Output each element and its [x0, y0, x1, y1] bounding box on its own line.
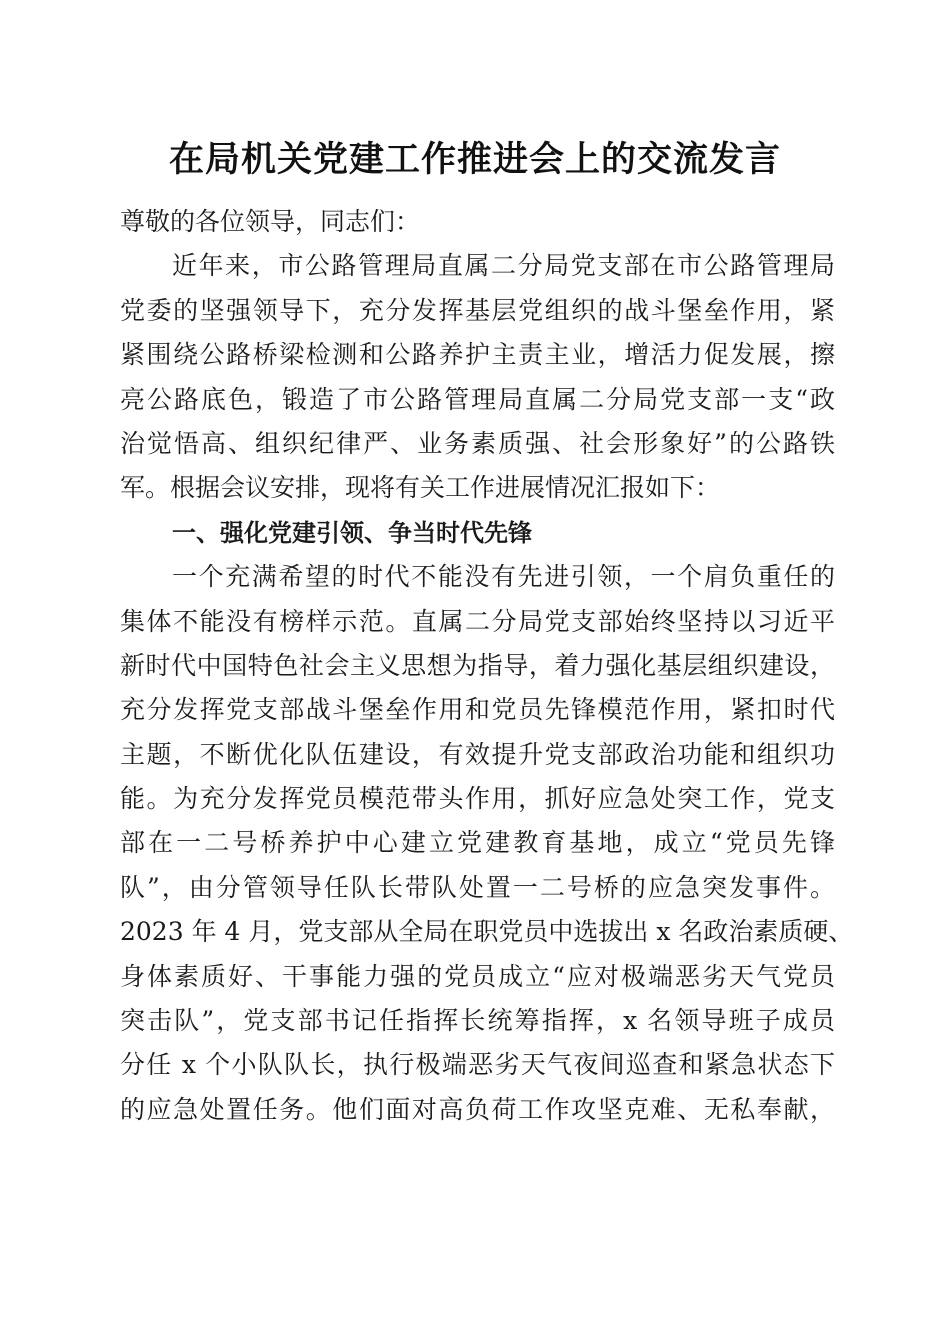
text-line: 近年来，市公路管理局直属二分局党支部在市公路管理局: [172, 251, 835, 281]
text-line: 亮公路底色，锻造了市公路管理局直属二分局党支部一支“政: [120, 384, 835, 414]
paragraph-section1: [120, 555, 854, 1132]
document-title: 在局机关党建工作推进会上的交流发言: [168, 139, 781, 180]
text-line: 突击队”，党支部书记任指挥长统筹指挥，x 名领导班子成员: [120, 1006, 835, 1036]
section-heading: 一、强化党建引领、争当时代先锋: [172, 518, 532, 547]
text-line: 军。根据会议安排，现将有关工作进展情况汇报如下：: [120, 473, 721, 503]
text-line: 分任 x 个小队队长，执行极端恶劣天气夜间巡查和紧急状态下: [120, 1050, 835, 1080]
document-body: [120, 200, 854, 1132]
text-line: 紧围绕公路桥梁检测和公路养护主责主业，增活力促发展，擦: [120, 340, 835, 370]
text-line: 党委的坚强领导下，充分发挥基层党组织的战斗堡垒作用，紧: [120, 295, 835, 325]
text-line: 新时代中国特色社会主义思想为指导，着力强化基层组织建设，: [120, 650, 835, 680]
text-line: 能。为充分发挥党员模范带头作用，抓好应急处突工作，党支: [120, 784, 835, 814]
text-line: 2023 年 4 月，党支部从全局在职党员中选拔出 x 名政治素质硬、: [120, 917, 854, 947]
text-line: 的应急处置任务。他们面对高负荷工作攻坚克难、无私奉献，: [120, 1094, 835, 1124]
salutation: 尊敬的各位领导，同志们：: [120, 207, 421, 236]
text-line: 部在一二号桥养护中心建立党建教育基地，成立“党员先锋: [120, 828, 835, 858]
text-line: 治觉悟高、组织纪律严、业务素质强、社会形象好”的公路铁: [120, 428, 835, 458]
text-line: 队”，由分管领导任队长带队处置一二号桥的应急突发事件。: [120, 872, 835, 902]
text-line: 集体不能没有榜样示范。直属二分局党支部始终坚持以习近平: [120, 606, 835, 636]
paragraph-intro: [120, 244, 835, 510]
text-line: 一个充满希望的时代不能没有先进引领，一个肩负重任的: [172, 562, 835, 592]
text-line: 主题，不断优化队伍建设，有效提升党支部政治功能和组织功: [120, 739, 835, 769]
text-line: 充分发挥党支部战斗堡垒作用和党员先锋模范作用，紧扣时代: [120, 695, 835, 725]
text-line: 身体素质好、干事能力强的党员成立“应对极端恶劣天气党员: [120, 961, 835, 991]
